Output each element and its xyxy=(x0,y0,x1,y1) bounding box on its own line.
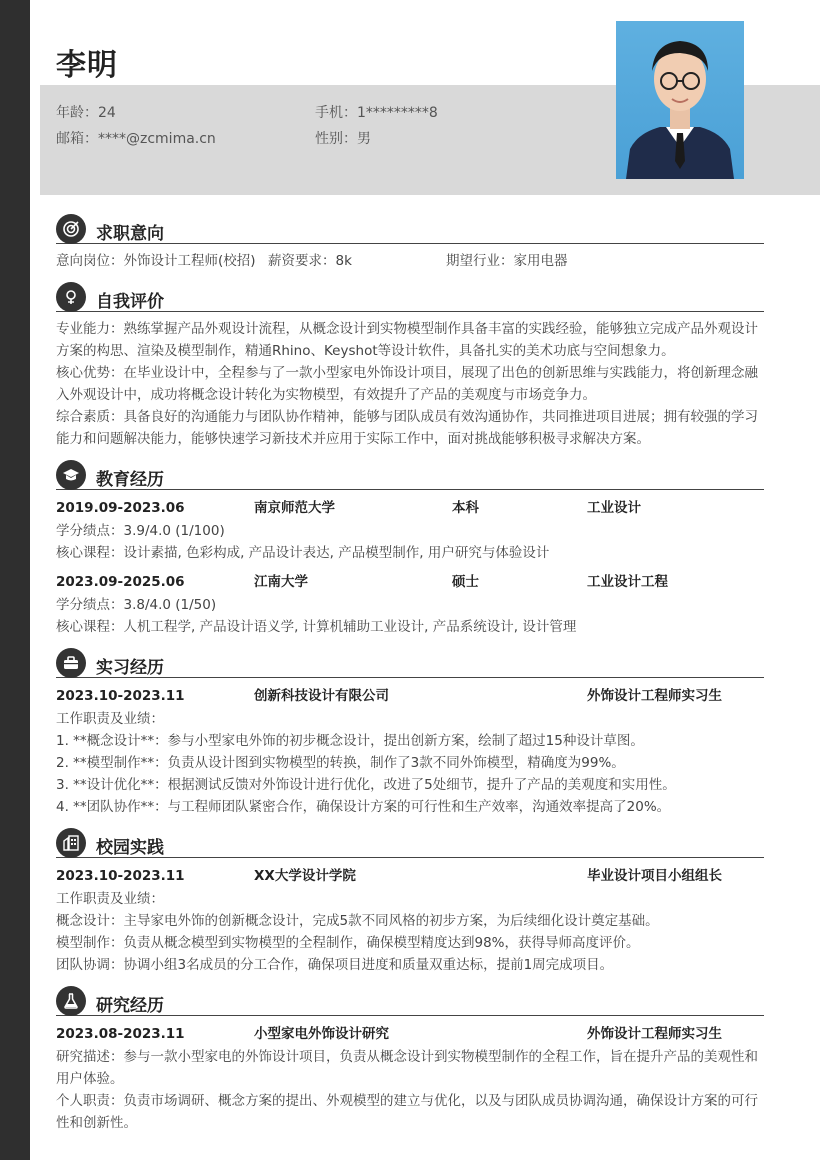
age-field: 年龄：24 xyxy=(56,105,116,121)
gender-field: 性别：男 xyxy=(315,131,371,147)
intent-position: 意向岗位：外饰设计工程师(校招) xyxy=(56,253,256,269)
section-self-evaluation xyxy=(56,280,764,450)
intern-role: 外饰设计工程师实习生 xyxy=(587,688,722,704)
campus-role: 毕业设计项目小组组长 xyxy=(587,868,722,884)
section-research xyxy=(56,984,764,1134)
section-title: 自我评价 xyxy=(96,292,164,312)
research-line: 个人职责：负责市场调研、概念方案的提出、外观模型的建立与优化，以及与团队成员协调沟通，确保设计方案的可行性和创新性。 xyxy=(56,1093,758,1131)
self-eval-line: 专业能力：熟练掌握产品外观设计流程，从概念设计到实物模型制作具备丰富的实践经验，能够独立完成产品外观设计方案的构思、渲染及模型制作，精通Rhino、Keyshot等设计软件，具备扎实的美术功底与空间想象力。 xyxy=(56,321,758,359)
intern-intro: 工作职责及业绩： xyxy=(56,711,164,727)
campus-line: 概念设计：主导家电外饰的创新概念设计，完成5款不同风格的初步方案，为后续细化设计奠定基础。 xyxy=(56,913,659,929)
edu-period: 2023.09-2025.06 xyxy=(56,574,185,590)
edu-major: 工业设计 xyxy=(587,500,641,516)
edu-degree: 硕士 xyxy=(452,574,479,590)
intern-line: 1. **概念设计**：参与小型家电外饰的初步概念设计，提出创新方案，绘制了超过15种设计草图。 xyxy=(56,733,644,749)
section-job-intent xyxy=(56,212,764,272)
education-row xyxy=(56,570,764,594)
campus-period: 2023.10-2023.11 xyxy=(56,868,185,884)
section-title: 研究经历 xyxy=(96,996,164,1016)
target-icon xyxy=(56,214,86,244)
self-eval-line: 核心优势：在毕业设计中，全程参与了一款小型家电外饰设计项目，展现了出色的创新思维与实践能力，将创新理念融入外观设计中，成功将概念设计转化为实物模型，有效提升了产品的美观度与市场竞争力。 xyxy=(56,365,758,403)
candidate-name: 李明 xyxy=(56,48,118,83)
left-sidebar-bar xyxy=(0,0,30,1160)
research-period: 2023.08-2023.11 xyxy=(56,1026,185,1042)
edu-major: 工业设计工程 xyxy=(587,574,668,590)
campus-line: 模型制作：负责从概念模型到实物模型的全程制作，确保模型精度达到98%，获得导师高度评价。 xyxy=(56,935,640,951)
building-icon xyxy=(56,828,86,858)
profile-photo xyxy=(616,21,744,179)
phone-field: 手机：1*********8 xyxy=(315,105,438,121)
self-eval-line: 综合素质：具备良好的沟通能力与团队协作精神，能够与团队成员有效沟通协作，共同推进项目进展；拥有较强的学习能力和问题解决能力，能够快速学习新技术并应用于实际工作中，面对挑战能够积极寻求解决方案。 xyxy=(56,409,758,447)
edu-period: 2019.09-2023.06 xyxy=(56,500,185,516)
campus-line: 团队协调：协调小组3名成员的分工合作，确保项目进度和质量双重达标，提前1周完成项目。 xyxy=(56,957,614,973)
intern-line: 2. **模型制作**：负责从设计图到实物模型的转换，制作了3款不同外饰模型，精确度为99%。 xyxy=(56,755,625,771)
edu-degree: 本科 xyxy=(452,500,479,516)
section-campus xyxy=(56,826,764,976)
intern-line: 3. **设计优化**：根据测试反馈对外饰设计进行优化，改进了5处细节，提升了产品的美观度和实用性。 xyxy=(56,777,676,793)
research-row xyxy=(56,1022,764,1046)
flower-icon xyxy=(56,282,86,312)
section-title: 求职意向 xyxy=(96,224,164,244)
edu-gpa: 学分绩点：3.8/4.0 (1/50) xyxy=(56,597,217,613)
campus-intro: 工作职责及业绩： xyxy=(56,891,164,907)
campus-org: XX大学设计学院 xyxy=(254,868,356,884)
intent-salary: 薪资要求：8k xyxy=(268,253,352,269)
section-education xyxy=(56,458,764,638)
edu-gpa: 学分绩点：3.9/4.0 (1/100) xyxy=(56,523,225,539)
education-row xyxy=(56,496,764,520)
intern-line: 4. **团队协作**：与工程师团队紧密合作，确保设计方案的可行性和生产效率，沟通效率提高了20%。 xyxy=(56,799,671,815)
briefcase-icon xyxy=(56,648,86,678)
section-title: 校园实践 xyxy=(96,838,164,858)
intern-company: 创新科技设计有限公司 xyxy=(254,688,389,704)
campus-row xyxy=(56,864,764,888)
section-title: 教育经历 xyxy=(96,470,164,490)
research-line: 研究描述：参与一款小型家电的外饰设计项目，负责从概念设计到实物模型制作的全程工作，旨在提升产品的美观性和用户体验。 xyxy=(56,1049,758,1087)
research-project: 小型家电外饰设计研究 xyxy=(254,1026,389,1042)
edu-courses: 核心课程：人机工程学, 产品设计语义学, 计算机辅助工业设计, 产品系统设计, 设计管理 xyxy=(56,619,577,635)
internship-row xyxy=(56,684,764,708)
research-role: 外饰设计工程师实习生 xyxy=(587,1026,722,1042)
graduation-cap-icon xyxy=(56,460,86,490)
intent-industry: 期望行业：家用电器 xyxy=(446,253,568,269)
resume-content xyxy=(56,212,764,1142)
email-field: 邮箱：****@zcmima.cn xyxy=(56,131,216,147)
section-internship xyxy=(56,646,764,818)
intern-period: 2023.10-2023.11 xyxy=(56,688,185,704)
flask-icon xyxy=(56,986,86,1016)
edu-school: 南京师范大学 xyxy=(254,500,335,516)
section-title: 实习经历 xyxy=(96,658,164,678)
edu-school: 江南大学 xyxy=(254,574,308,590)
edu-courses: 核心课程：设计素描, 色彩构成, 产品设计表达, 产品模型制作, 用户研究与体验设计 xyxy=(56,545,550,561)
